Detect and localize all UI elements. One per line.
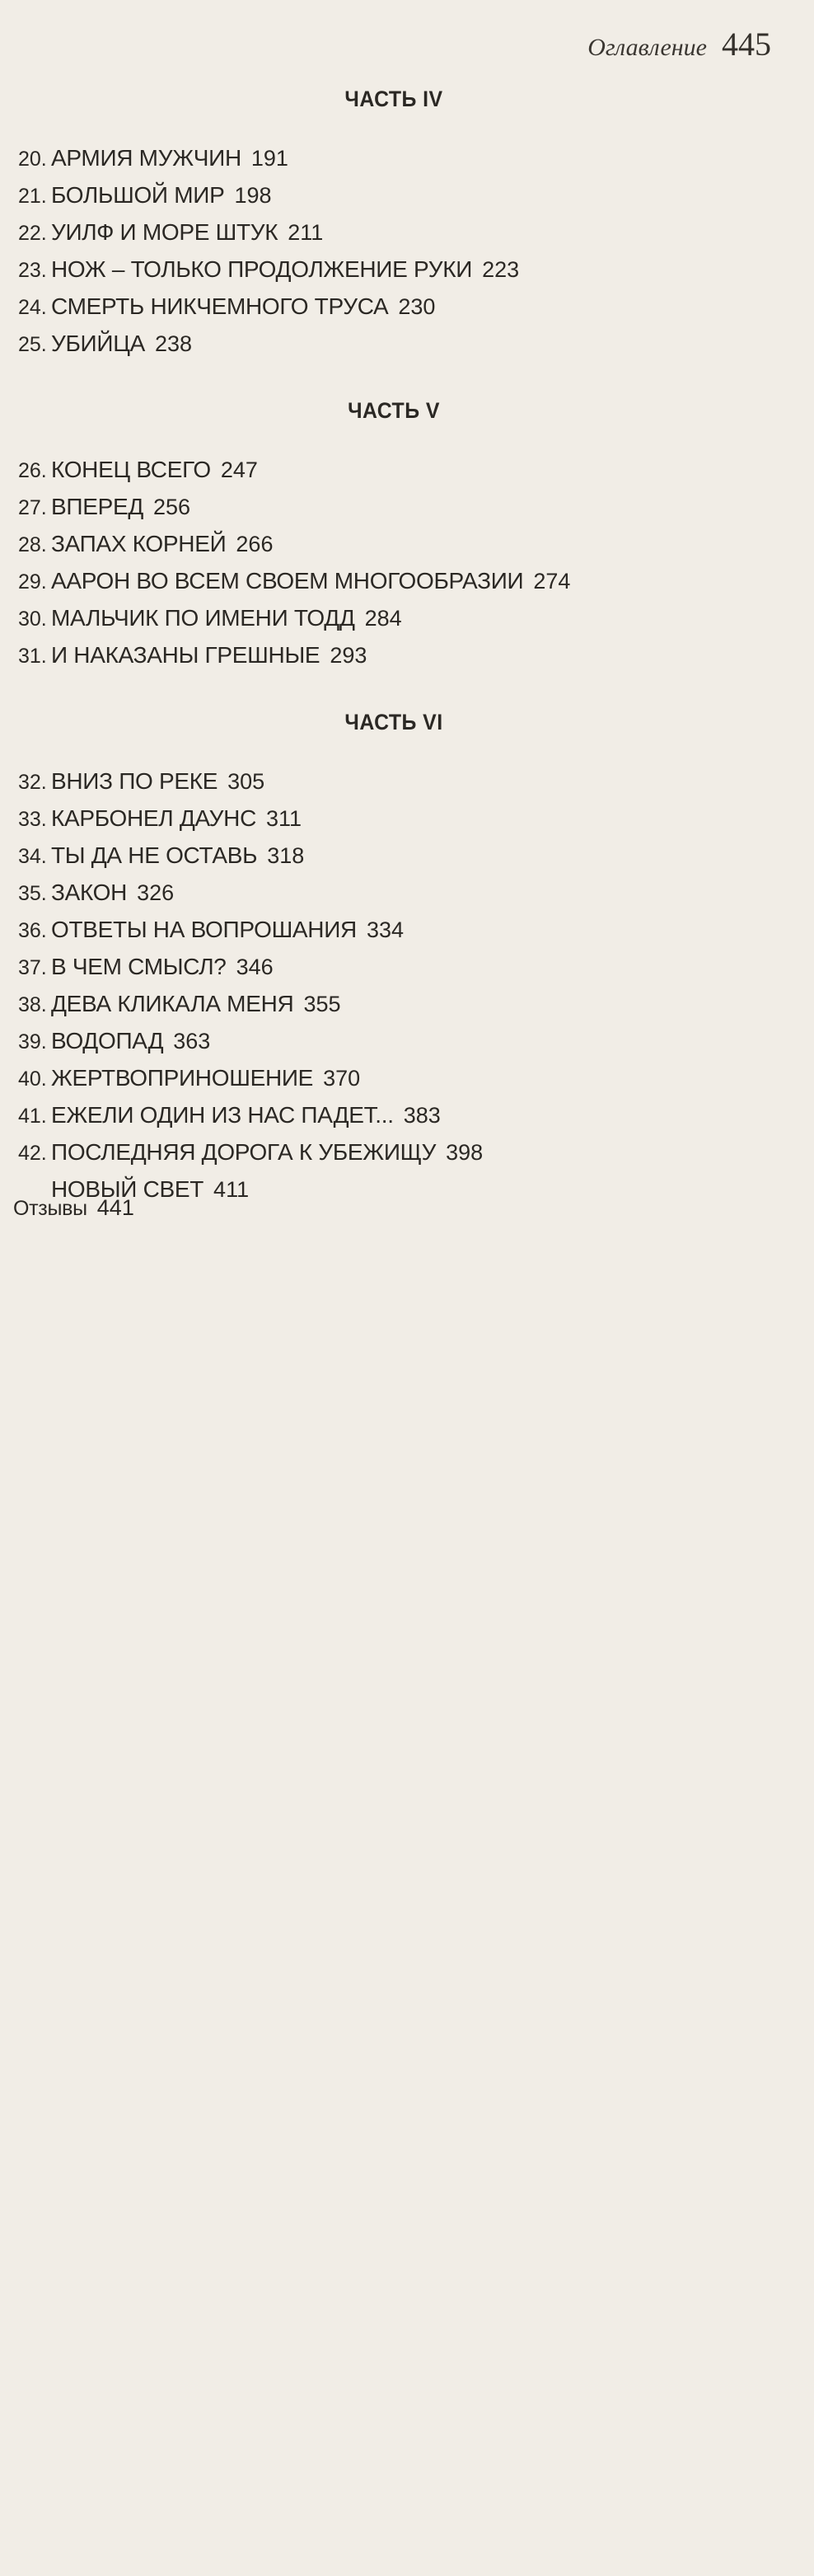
toc-entry — [18, 139, 770, 176]
entry-page: 398 — [446, 1140, 484, 1165]
toc-entry — [18, 837, 770, 874]
entry-title: ЖЕРТВОПРИНОШЕНИЕ — [51, 1065, 314, 1091]
toc-entry — [18, 213, 770, 251]
entry-number: 31. — [18, 645, 47, 668]
entry-number: 28. — [18, 533, 47, 556]
entry-number: 22. — [18, 222, 47, 245]
entry-title: ЗАПАХ КОРНЕЙ — [51, 531, 227, 556]
entry-title: БОЛЬШОЙ МИР — [51, 182, 225, 208]
entry-page: 266 — [236, 532, 274, 556]
entry-number: 20. — [18, 148, 47, 171]
entry-page: 334 — [366, 917, 405, 942]
entry-number: 36. — [18, 919, 47, 942]
entry-number: 40. — [18, 1067, 47, 1091]
entry-page: 238 — [155, 331, 193, 356]
part-block — [18, 701, 770, 1208]
entry-list — [18, 762, 770, 1208]
toc-entry — [18, 911, 770, 948]
toc-entry — [18, 525, 770, 562]
entry-page: 370 — [323, 1066, 361, 1091]
entry-title: ПОСЛЕДНЯЯ ДОРОГА К УБЕЖИЩУ — [51, 1139, 437, 1165]
toc-entry — [18, 1059, 770, 1096]
table-of-contents — [18, 78, 770, 1236]
entry-number: 33. — [18, 808, 47, 831]
entry-number: 35. — [18, 882, 47, 905]
entry-number: 41. — [18, 1105, 47, 1128]
toc-entry — [18, 488, 770, 525]
part-heading: ЧАСТЬ V — [348, 398, 440, 423]
entry-title: КОНЕЦ ВСЕГО — [51, 457, 211, 482]
page-number: 445 — [722, 26, 771, 63]
entry-title: ЗАКОН — [51, 880, 128, 905]
part-heading: ЧАСТЬ IV — [344, 87, 443, 111]
entry-page: 411 — [213, 1177, 250, 1202]
entry-page: 346 — [236, 955, 274, 979]
entry-page: 284 — [364, 606, 402, 631]
toc-entry — [18, 451, 770, 488]
entry-number: 42. — [18, 1142, 47, 1165]
entry-page: 211 — [288, 220, 324, 245]
entry-page: 441 — [96, 1195, 134, 1220]
entry-title: АРМИЯ МУЖЧИН — [51, 145, 241, 171]
entry-list — [18, 451, 770, 673]
entry-title: ВНИЗ ПО РЕКЕ — [51, 768, 218, 794]
entry-number: 37. — [18, 956, 47, 979]
entry-page: 191 — [250, 146, 288, 171]
entry-page: 274 — [533, 569, 571, 594]
entry-title: ААРОН ВО ВСЕМ СВОЕМ МНОГООБРАЗИИ — [51, 568, 524, 594]
entry-title: И НАКАЗАНЫ ГРЕШНЫЕ — [51, 642, 320, 668]
reviews-entry-block — [13, 1189, 770, 1227]
entry-number: 32. — [18, 771, 47, 794]
toc-entry — [18, 948, 770, 985]
entry-title: СМЕРТЬ НИКЧЕМНОГО ТРУСА — [51, 293, 389, 319]
toc-entry — [18, 800, 770, 837]
entry-number: 38. — [18, 993, 47, 1016]
entry-title: НОВЫЙ СВЕТ — [51, 1176, 204, 1202]
entry-number: 23. — [18, 259, 47, 282]
part-block — [18, 78, 770, 362]
entry-number: 24. — [18, 296, 47, 319]
entry-page: 256 — [153, 495, 191, 519]
entry-title: МАЛЬЧИК ПО ИМЕНИ ТОДД — [51, 605, 355, 631]
entry-title: ОТВЕТЫ НА ВОПРОШАНИЯ — [51, 917, 357, 942]
entry-title: ДЕВА КЛИКАЛА МЕНЯ — [51, 991, 294, 1016]
entry-page: 355 — [303, 992, 341, 1016]
toc-entry — [18, 325, 770, 362]
entry-page: 223 — [482, 257, 520, 282]
entry-title: УБИЙЦА — [51, 331, 146, 356]
entry-page: 230 — [398, 294, 436, 319]
toc-entry — [18, 874, 770, 911]
entry-number: 30. — [18, 608, 47, 631]
entry-number: 34. — [18, 845, 47, 868]
toc-entry — [18, 985, 770, 1022]
toc-entry — [18, 599, 770, 636]
entry-page: 311 — [266, 806, 302, 831]
part-heading: ЧАСТЬ VI — [344, 710, 443, 734]
entry-title: КАРБОНЕЛ ДАУНС — [51, 805, 256, 831]
entry-page: 326 — [137, 880, 175, 905]
toc-entry — [18, 762, 770, 800]
entry-page: 293 — [330, 643, 367, 668]
entry-page: 247 — [220, 457, 258, 482]
entry-list — [18, 139, 770, 362]
entry-number: 39. — [18, 1030, 47, 1053]
toc-entry — [18, 636, 770, 673]
entry-title: ЕЖЕЛИ ОДИН ИЗ НАС ПАДЕТ... — [51, 1102, 394, 1128]
entry-title: ВОДОПАД — [51, 1028, 164, 1053]
entry-number: 25. — [18, 333, 47, 356]
running-head — [587, 25, 771, 63]
entry-page: 383 — [403, 1103, 441, 1128]
entry-number: 27. — [18, 496, 47, 519]
toc-entry-reviews — [13, 1189, 770, 1227]
toc-entry — [18, 1022, 770, 1059]
entry-page: 198 — [234, 183, 272, 208]
entry-title: УИЛФ И МОРЕ ШТУК — [51, 219, 278, 245]
running-title: Оглавление — [587, 34, 707, 61]
entry-page: 318 — [267, 843, 305, 868]
entry-page: 363 — [173, 1029, 211, 1053]
entry-number: 29. — [18, 570, 47, 594]
entry-title: ТЫ ДА НЕ ОСТАВЬ — [51, 842, 258, 868]
entry-title: Отзывы — [13, 1197, 87, 1220]
entry-number: 26. — [18, 459, 47, 482]
entry-page: 305 — [227, 769, 265, 794]
toc-entry — [18, 176, 770, 213]
entry-title: В ЧЕМ СМЫСЛ? — [51, 954, 227, 979]
entry-title: ВПЕРЕД — [51, 494, 143, 519]
entry-title: НОЖ – ТОЛЬКО ПРОДОЛЖЕНИЕ РУКИ — [51, 256, 473, 282]
entry-number: 21. — [18, 185, 47, 208]
